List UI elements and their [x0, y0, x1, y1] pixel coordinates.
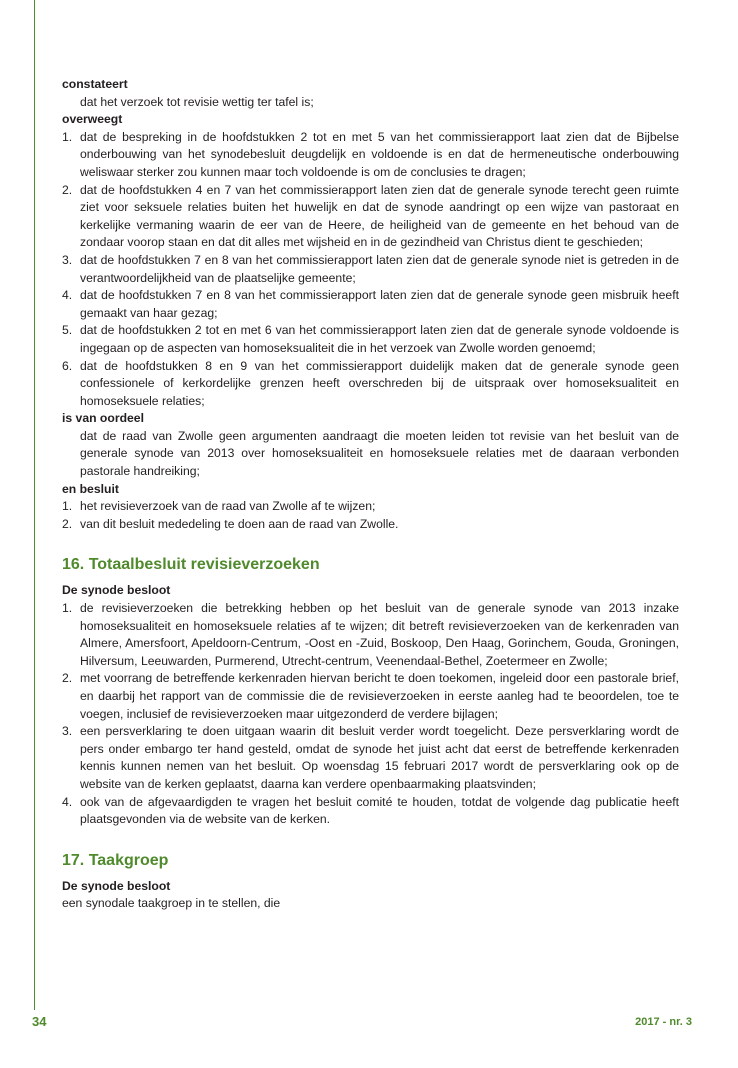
overweegt-item — [62, 252, 679, 287]
constateert-label: constateert — [62, 77, 128, 91]
overweegt-item — [62, 182, 679, 252]
overweegt-label: overweegt — [62, 112, 123, 127]
page-content — [62, 76, 679, 913]
issue-label: 2017 - nr. 3 — [635, 1016, 692, 1028]
item-number: 2. — [62, 671, 73, 686]
overweegt-item — [62, 358, 679, 411]
item-number: 4. — [62, 794, 73, 809]
item-number: 6. — [62, 358, 73, 373]
constateert-text: dat het verzoek tot revisie wettig ter tafel is; — [80, 94, 314, 109]
synode-item — [62, 670, 679, 723]
item-text: dat de bespreking in de hoofdstukken 2 tot en met 5 van het commissierapport laat zien dat de Bijbelse onderbouwing van het synodebesluit deugdelijk en voldoende is en dat de hermeneutische onderbouwing weliswaar sterker zou kunnen maar toch voldoende is om de conclusies te dragen; — [80, 129, 679, 179]
item-number: 1. — [62, 129, 73, 144]
item-number: 2. — [62, 516, 73, 531]
item-text: de revisieverzoeken die betrekking hebben op het besluit van de generale synode van 2013 inzake homoseksualiteit en homoseksuele relaties af te wijzen; dit betreft revisieverzoeken van de kerkenraden van Almere, Amersfoort, Apeldoorn-Centrum, -Oost en -Zuid, Boskoop, Den Haag, Gorinchem, Gouda, Groningen, Hilversum, Leeuwarden, Purmerend, Utrecht-centrum, Veenendaal-Bethel, Zoetermeer en Zwolle; — [80, 601, 679, 668]
item-number: 4. — [62, 288, 73, 303]
synode-item — [62, 600, 679, 670]
item-number: 1. — [62, 601, 73, 616]
item-number: 2. — [62, 182, 73, 197]
section-16-subheading: De synode besloot — [62, 583, 171, 598]
item-text: dat de hoofdstukken 7 en 8 van het commissierapport laten zien dat de generale synode geen misbruik heeft gemaakt van haar gezag; — [80, 288, 679, 320]
item-text: dat de hoofdstukken 8 en 9 van het commissierapport duidelijk maken dat de generale synode geen confessionele of kerkordelijke grenzen heeft overschreden bij de uitspraak over homoseksualiteit en homoseksuele relaties; — [80, 358, 679, 408]
item-text: het revisieverzoek van de raad van Zwolle af te wijzen; — [80, 499, 376, 514]
section-17-subheading: De synode besloot — [62, 878, 171, 893]
besluit-item — [62, 498, 679, 516]
overweegt-item — [62, 129, 679, 182]
overweegt-item — [62, 287, 679, 322]
synode-item — [62, 723, 679, 793]
item-text: dat de hoofdstukken 7 en 8 van het commissierapport laten zien dat de generale synode niet is getreden in de verantwoordelijkheid van de plaatselijke gemeente; — [80, 252, 679, 285]
page-number: 34 — [32, 1014, 47, 1029]
besluit-item — [62, 516, 679, 534]
item-text: met voorrang de betreffende kerkenraden hiervan bericht te doen toekomen, ingeleid door een pastorale brief, en daarbij het rapport van de commissie die de revisieverzoeken in eerste aanleg had te beoordelen, toe te voegen, inclusief de revisieverzoeken maar uitgezonderd de verdere bijlagen; — [80, 671, 679, 721]
item-number: 5. — [62, 323, 73, 338]
item-number: 3. — [62, 252, 73, 267]
item-text: dat de hoofdstukken 4 en 7 van het commissierapport laten zien dat de generale synode terecht geen ruimte ziet voor seksuele relaties buiten het huwelijk en dat de synode aandringt op een wijze van pastoraat en kerkelijke vermaning waarin de eer van de Heere, de heiligheid van de gemeente en het behoud van de zondaar voorop staan en dat dit alles met wijsheid en in de gezindheid van Christus dient te geschieden; — [80, 182, 679, 250]
margin-rule — [34, 0, 35, 1010]
synode-item — [62, 794, 679, 829]
section-17-text: een synodale taakgroep in te stellen, die — [62, 896, 281, 911]
besluit-label: en besluit — [62, 481, 119, 496]
item-text: een persverklaring te doen uitgaan waarin dit besluit verder wordt toegelicht. Deze persverklaring wordt de pers onder embargo ter hand gesteld, omdat de synode het juist acht dat eerst de betreffende kerkenraden kennis kunnen nemen van het besluit. Op woensdag 15 februari 2017 wordt de persverklaring ook op de website van de kerken geplaatst, daarna kan verdere openbaarmaking plaatsvinden; — [80, 724, 679, 791]
item-text: ook van de afgevaardigden te vragen het besluit comité te houden, totdat de volgende dag publicatie heeft plaatsgevonden via de website van de kerken. — [80, 794, 679, 827]
oordeel-label: is van oordeel — [62, 411, 144, 426]
section-17-heading: 17. Taakgroep — [62, 851, 169, 869]
oordeel-text: dat de raad van Zwolle geen argumenten aandraagt die moeten leiden tot revisie van het besluit van de generale synode van 2013 over homoseksualiteit en homoseksuele relaties met de daaraan verbonden pastorale handreiking; — [80, 428, 679, 479]
section-16-heading: 16. Totaalbesluit revisieverzoeken — [62, 556, 320, 574]
item-text: dat de hoofdstukken 2 tot en met 6 van het commissierapport laten zien dat de generale synode voldoende is ingegaan op de aspecten van homoseksualiteit die in het verzoek van Zwolle worden genoemd; — [80, 323, 679, 355]
overweegt-item — [62, 322, 679, 357]
item-number: 3. — [62, 724, 73, 739]
item-number: 1. — [62, 499, 73, 514]
item-text: van dit besluit mededeling te doen aan de raad van Zwolle. — [80, 516, 399, 531]
